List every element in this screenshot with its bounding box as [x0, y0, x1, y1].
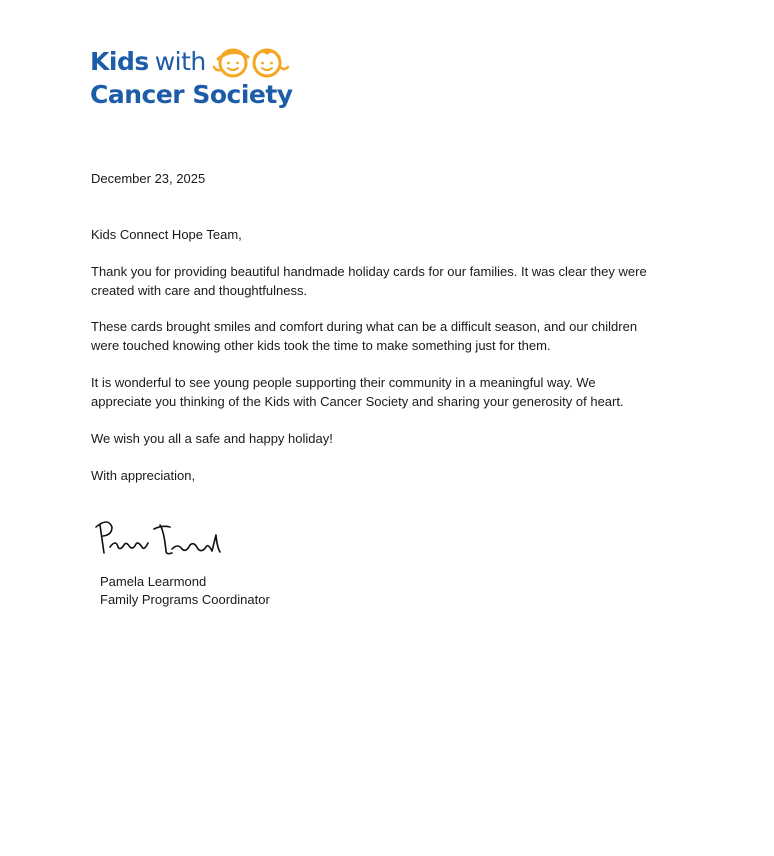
organization-logo — [90, 44, 300, 114]
logo-line-2: Cancer Society — [90, 80, 293, 109]
signer-name: Pamela Learmond — [100, 574, 207, 589]
paragraph-line: appreciate you thinking of the Kids with Cancer Society and sharing your generosity of heart. — [91, 393, 624, 409]
body-paragraph-4 — [91, 430, 701, 449]
paragraph-line: It is wonderful to see young people supporting their community in a meaningful way. We — [91, 375, 596, 390]
children-faces-icon — [212, 45, 292, 79]
paragraph-line: were touched knowing other kids took the time to make something just for them. — [91, 337, 551, 353]
letter-date: December 23, 2025 — [91, 171, 206, 186]
paragraph-line: created with care and thoughtfulness. — [91, 282, 308, 298]
closing: With appreciation, — [91, 468, 196, 483]
paragraph-line: Thank you for providing beautiful handmade holiday cards for our families. It was clear they were — [91, 264, 647, 279]
logo-word-kids: Kids — [90, 47, 149, 76]
salutation: Kids Connect Hope Team, — [91, 227, 242, 242]
paragraph-line: We wish you all a safe and happy holiday! — [91, 431, 333, 446]
body-paragraph-1 — [91, 263, 701, 300]
signer-title: Family Programs Coordinator — [100, 592, 270, 607]
logo-line-1 — [90, 44, 206, 80]
body-paragraph-2 — [91, 318, 701, 355]
logo-word-with: with — [154, 47, 206, 76]
body-paragraph-3 — [91, 374, 701, 411]
handwritten-signature — [90, 517, 230, 561]
paragraph-line: These cards brought smiles and comfort during what can be a difficult season, and our children — [91, 319, 638, 334]
